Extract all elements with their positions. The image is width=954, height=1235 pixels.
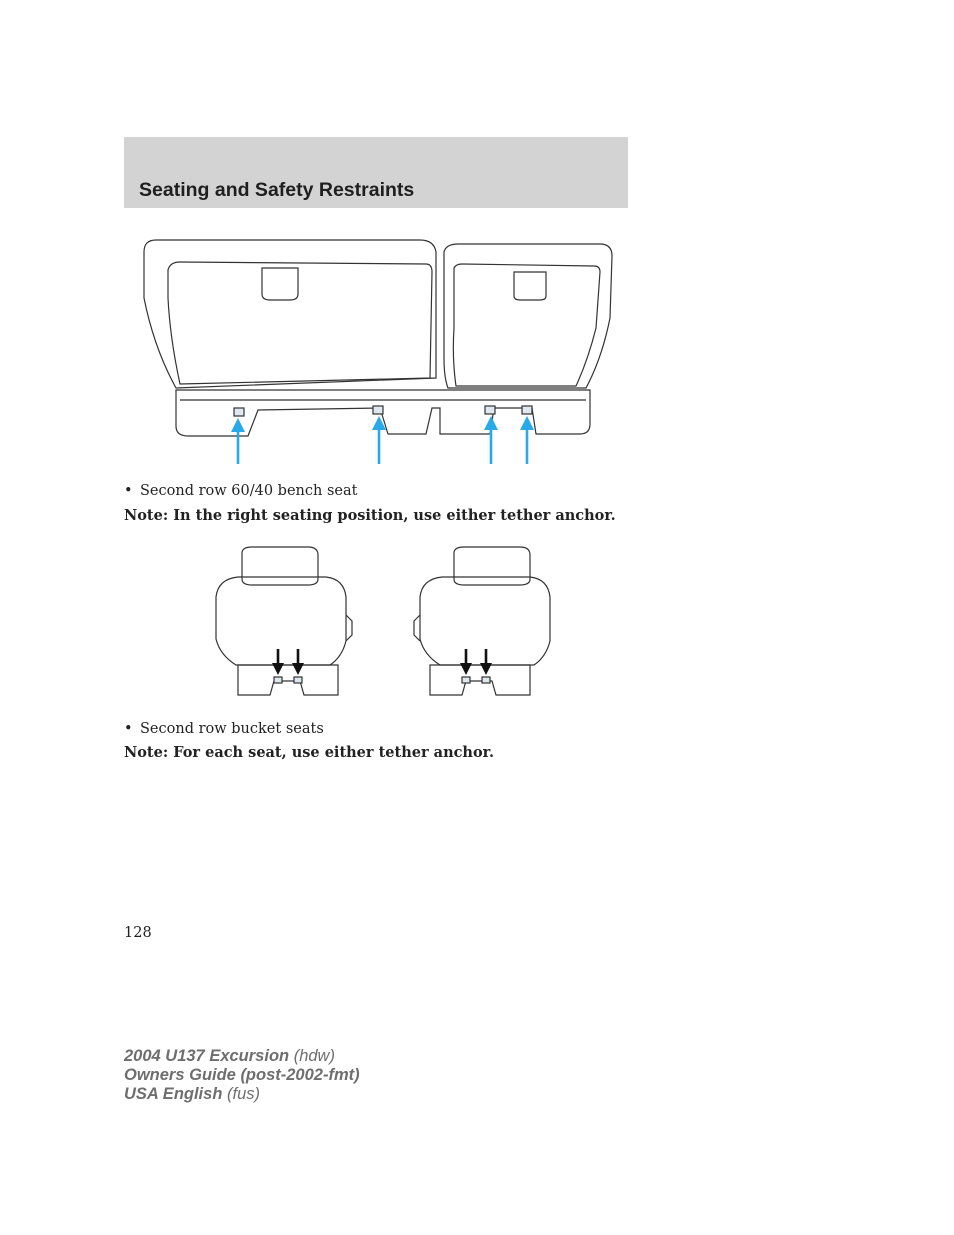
right-bucket-side-bolster	[414, 615, 420, 641]
left-bucket-headrest	[242, 547, 318, 585]
bench-seat-bullet	[124, 483, 357, 499]
footer-line-1	[124, 1047, 360, 1066]
right-bucket-seat	[414, 547, 550, 695]
footer-language: USA English	[124, 1085, 223, 1103]
bucket-seats-illustration	[208, 545, 558, 705]
bullet-marker: •	[124, 483, 133, 499]
right-bucket-anchor-2	[482, 677, 490, 683]
bullet-marker: •	[124, 721, 133, 737]
footer-guide: Owners Guide (post-2002-fmt)	[124, 1066, 360, 1084]
bench-seat-note: Note: In the right seating position, use either tether anchor.	[124, 507, 616, 524]
bucket-seats-note: Note: For each seat, use either tether anchor.	[124, 744, 495, 761]
footer-model-code: (hdw)	[289, 1047, 335, 1065]
bench-right-headrest	[514, 272, 546, 300]
right-bucket-arrowhead-1	[460, 663, 472, 675]
bench-arrowhead-1	[231, 418, 245, 432]
bench-anchor-3	[485, 406, 495, 414]
section-title: Seating and Safety Restraints	[139, 179, 415, 201]
bench-anchor-1	[234, 408, 244, 416]
bucket-seats-bullet-text: Second row bucket seats	[140, 721, 324, 737]
bench-left-seatback-panel	[168, 262, 432, 384]
footer-line-3	[124, 1085, 360, 1104]
footer-model: 2004 U137 Excursion	[124, 1047, 290, 1065]
left-bucket-arrowhead-1	[272, 663, 284, 675]
bench-seat-illustration	[140, 238, 620, 468]
left-bucket-anchor-1	[274, 677, 282, 683]
left-bucket-seat	[216, 547, 352, 695]
bench-left-headrest	[262, 268, 298, 300]
bench-anchor-4	[522, 406, 532, 414]
right-bucket-headrest	[454, 547, 530, 585]
left-bucket-side-bolster	[346, 615, 352, 641]
bench-seat-bullet-text: Second row 60/40 bench seat	[140, 483, 358, 499]
bench-anchor-arrows	[231, 416, 534, 464]
right-bucket-anchor-1	[462, 677, 470, 683]
left-bucket-arrowhead-2	[292, 663, 304, 675]
section-header	[124, 137, 628, 208]
right-bucket-arrowhead-2	[480, 663, 492, 675]
bench-anchor-2	[373, 406, 383, 414]
bucket-seats-bullet	[124, 721, 324, 737]
right-bucket-base	[430, 665, 530, 695]
bench-arrowhead-2	[372, 416, 386, 430]
left-bucket-anchor-2	[294, 677, 302, 683]
right-bucket-arrows	[460, 649, 492, 675]
document-footer	[124, 1047, 360, 1104]
bench-arrowhead-4	[520, 416, 534, 430]
footer-line-2	[124, 1066, 360, 1085]
left-bucket-base	[238, 665, 338, 695]
page-number: 128	[124, 925, 152, 941]
left-bucket-arrows	[272, 649, 304, 675]
bench-arrowhead-3	[484, 416, 498, 430]
footer-language-code: (fus)	[222, 1085, 260, 1103]
bench-right-seatback-panel	[453, 264, 600, 386]
left-bucket-seatback	[216, 577, 346, 665]
